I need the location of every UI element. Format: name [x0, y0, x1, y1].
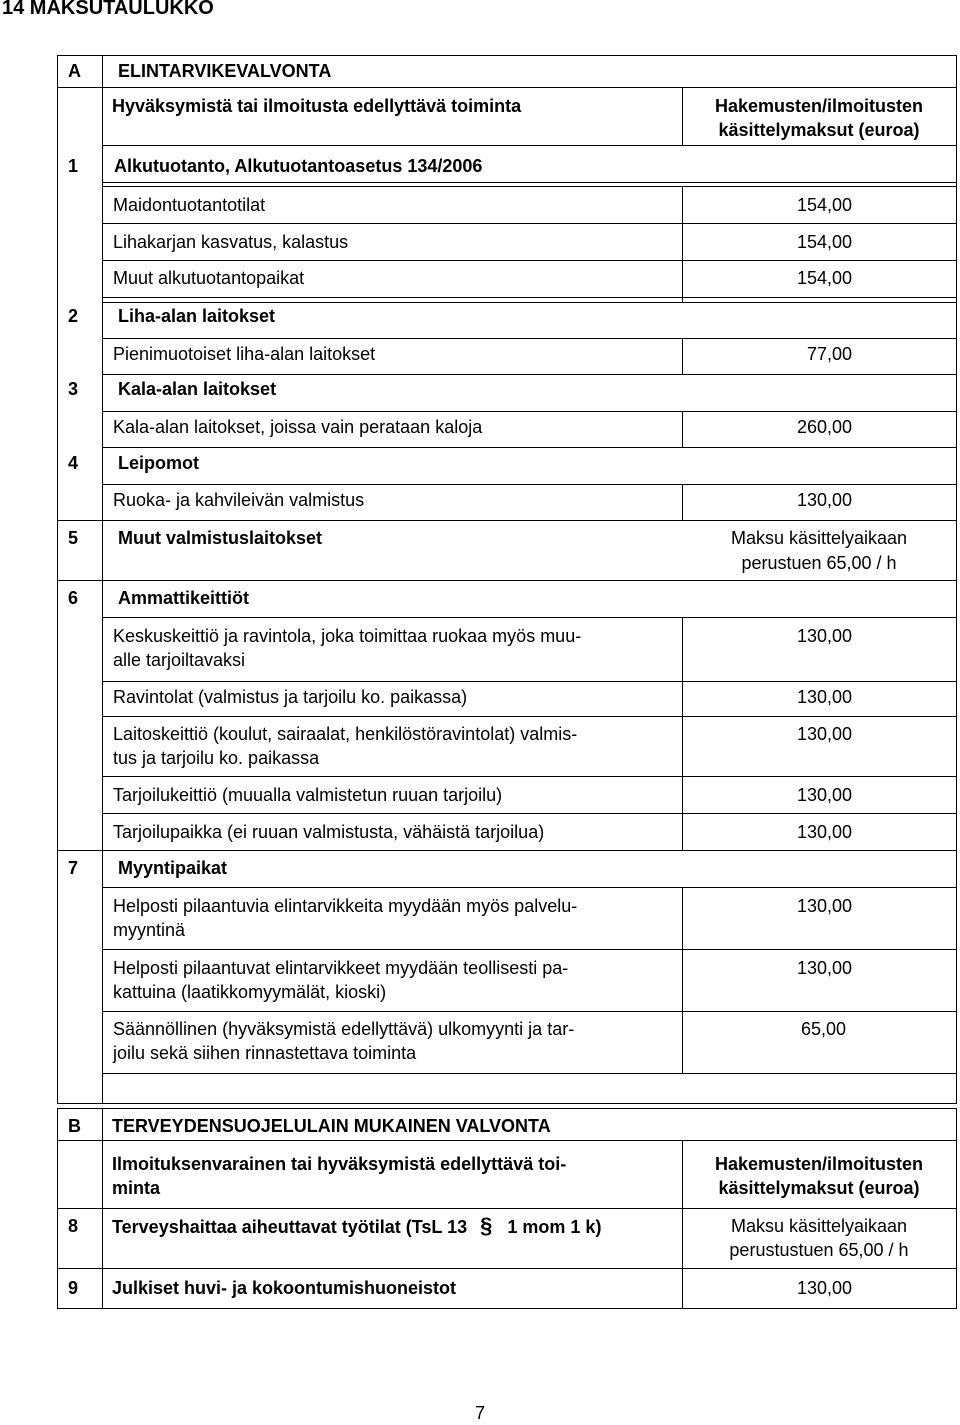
cat6-number: 6 — [68, 588, 79, 608]
row-label: Muut alkutuotantopaikat — [113, 268, 305, 288]
col-right-header-line1: Hakemusten/ilmoitusten — [714, 96, 924, 116]
row-value: 154,00 — [796, 232, 852, 252]
row-label: Lihakarjan kasvatus, kalastus — [113, 232, 349, 252]
cat6-title: Ammattikeittiöt — [118, 588, 250, 608]
row-value: 130,00 — [796, 822, 852, 842]
row8-value-line2: perustustuen 65,00 / h — [729, 1240, 909, 1260]
row-value: 130,00 — [796, 785, 852, 805]
col-right-header-line2: käsittelymaksut (euroa) — [718, 120, 920, 140]
cat5-value-line1: Maksu käsittelyaikaan — [730, 528, 908, 548]
section-b-col-right-header-line1: Hakemusten/ilmoitusten — [714, 1154, 924, 1174]
row9-label: Julkiset huvi- ja kokoontumishuoneistot — [112, 1278, 457, 1298]
cat3-title: Kala-alan laitokset — [118, 379, 277, 399]
section-a-letter: A — [68, 61, 81, 81]
cat5-value-line2: perustuen 65,00 / h — [741, 553, 897, 573]
row-label-line2: kattuina (laatikkomyymälät, kioski) — [113, 982, 387, 1002]
row-label: Pienimuotoiset liha-alan laitokset — [113, 344, 376, 364]
row-label: Tarjoilupaikka (ei ruuan valmistusta, vähäistä tarjoilua) — [113, 822, 545, 842]
row-value: 130,00 — [796, 490, 852, 510]
cat1-title: Alkutuotanto, Alkutuotantoasetus 134/2006 — [114, 156, 483, 176]
row8-label-head: Terveyshaittaa aiheuttavat työtilat (TsL 13 — [112, 1217, 468, 1237]
row-label-line2: myyntinä — [113, 920, 186, 940]
cat4-title: Leipomot — [118, 453, 199, 473]
page-number: 7 — [474, 1403, 485, 1423]
cat5-number: 5 — [68, 528, 79, 548]
row-value: 130,00 — [796, 958, 852, 978]
row-label-line2: tus ja tarjoilu ko. paikassa — [113, 748, 320, 768]
row9-value: 130,00 — [796, 1278, 852, 1298]
row-label: Ravintolat (valmistus ja tarjoilu ko. paikassa) — [113, 687, 468, 707]
cat5-title: Muut valmistuslaitokset — [118, 528, 323, 548]
row-value: 130,00 — [796, 687, 852, 707]
row-label-line1: Helposti pilaantuvat elintarvikkeet myydään teollisesti pa- — [113, 958, 569, 978]
page-heading: 14 MAKSUTAULUKKO — [2, 0, 214, 19]
row-label-line1: Keskuskeittiö ja ravintola, joka toimittaa ruokaa myös muu- — [113, 626, 582, 646]
section-b-col-left-header-line1: Ilmoituksenvarainen tai hyväksymistä edellyttävä toi- — [112, 1154, 567, 1174]
section-b-col-right-header-line2: käsittelymaksut (euroa) — [718, 1178, 920, 1198]
section-sign: § — [480, 1213, 493, 1238]
col-left-header: Hyväksymistä tai ilmoitusta edellyttävä toiminta — [112, 96, 522, 116]
cat4-number: 4 — [68, 453, 79, 473]
row-value: 65,00 — [800, 1019, 846, 1039]
section-b-title: TERVEYDENSUOJELULAIN MUKAINEN VALVONTA — [112, 1116, 551, 1136]
cat2-title: Liha-alan laitokset — [118, 306, 276, 326]
section-a-title: ELINTARVIKEVALVONTA — [118, 61, 332, 81]
row-value: 130,00 — [796, 626, 852, 646]
row9-number: 9 — [68, 1278, 79, 1298]
cat3-number: 3 — [68, 379, 79, 399]
section-b-letter: B — [68, 1116, 81, 1136]
row8-number: 8 — [68, 1216, 79, 1236]
row-value: 154,00 — [796, 195, 852, 215]
row-label-line2: alle tarjoiltavaksi — [113, 650, 246, 670]
row-label-line1: Laitoskeittiö (koulut, sairaalat, henkilöstöravintolat) valmis- — [113, 724, 578, 744]
row8-value-line1: Maksu käsittelyaikaan — [730, 1216, 908, 1236]
row-value: 260,00 — [796, 417, 852, 437]
row-value: 77,00 — [806, 344, 852, 364]
row-label-line1: Säännöllinen (hyväksymistä edellyttävä) ulkomyynti ja tar- — [113, 1019, 575, 1039]
row-label: Kala-alan laitokset, joissa vain perataan kaloja — [113, 417, 483, 437]
row-value: 154,00 — [796, 268, 852, 288]
cat1-number: 1 — [68, 156, 79, 176]
row-value: 130,00 — [796, 896, 852, 916]
row8-label-tail: 1 mom 1 k) — [507, 1217, 602, 1237]
section-b-col-left-header-line2: minta — [112, 1178, 161, 1198]
cat7-title: Myyntipaikat — [118, 858, 228, 878]
row8-label — [112, 1214, 601, 1239]
row-label-line1: Helposti pilaantuvia elintarvikkeita myydään myös palvelu- — [113, 896, 578, 916]
row-label: Tarjoilukeittiö (muualla valmistetun ruuan tarjoilu) — [113, 785, 503, 805]
cat2-number: 2 — [68, 306, 79, 326]
row-label-line2: joilu sekä siihen rinnastettava toiminta — [113, 1043, 417, 1063]
row-label: Ruoka- ja kahvileivän valmistus — [113, 490, 365, 510]
cat7-number: 7 — [68, 858, 79, 878]
row-value: 130,00 — [796, 724, 852, 744]
row-label: Maidontuotantotilat — [113, 195, 266, 215]
